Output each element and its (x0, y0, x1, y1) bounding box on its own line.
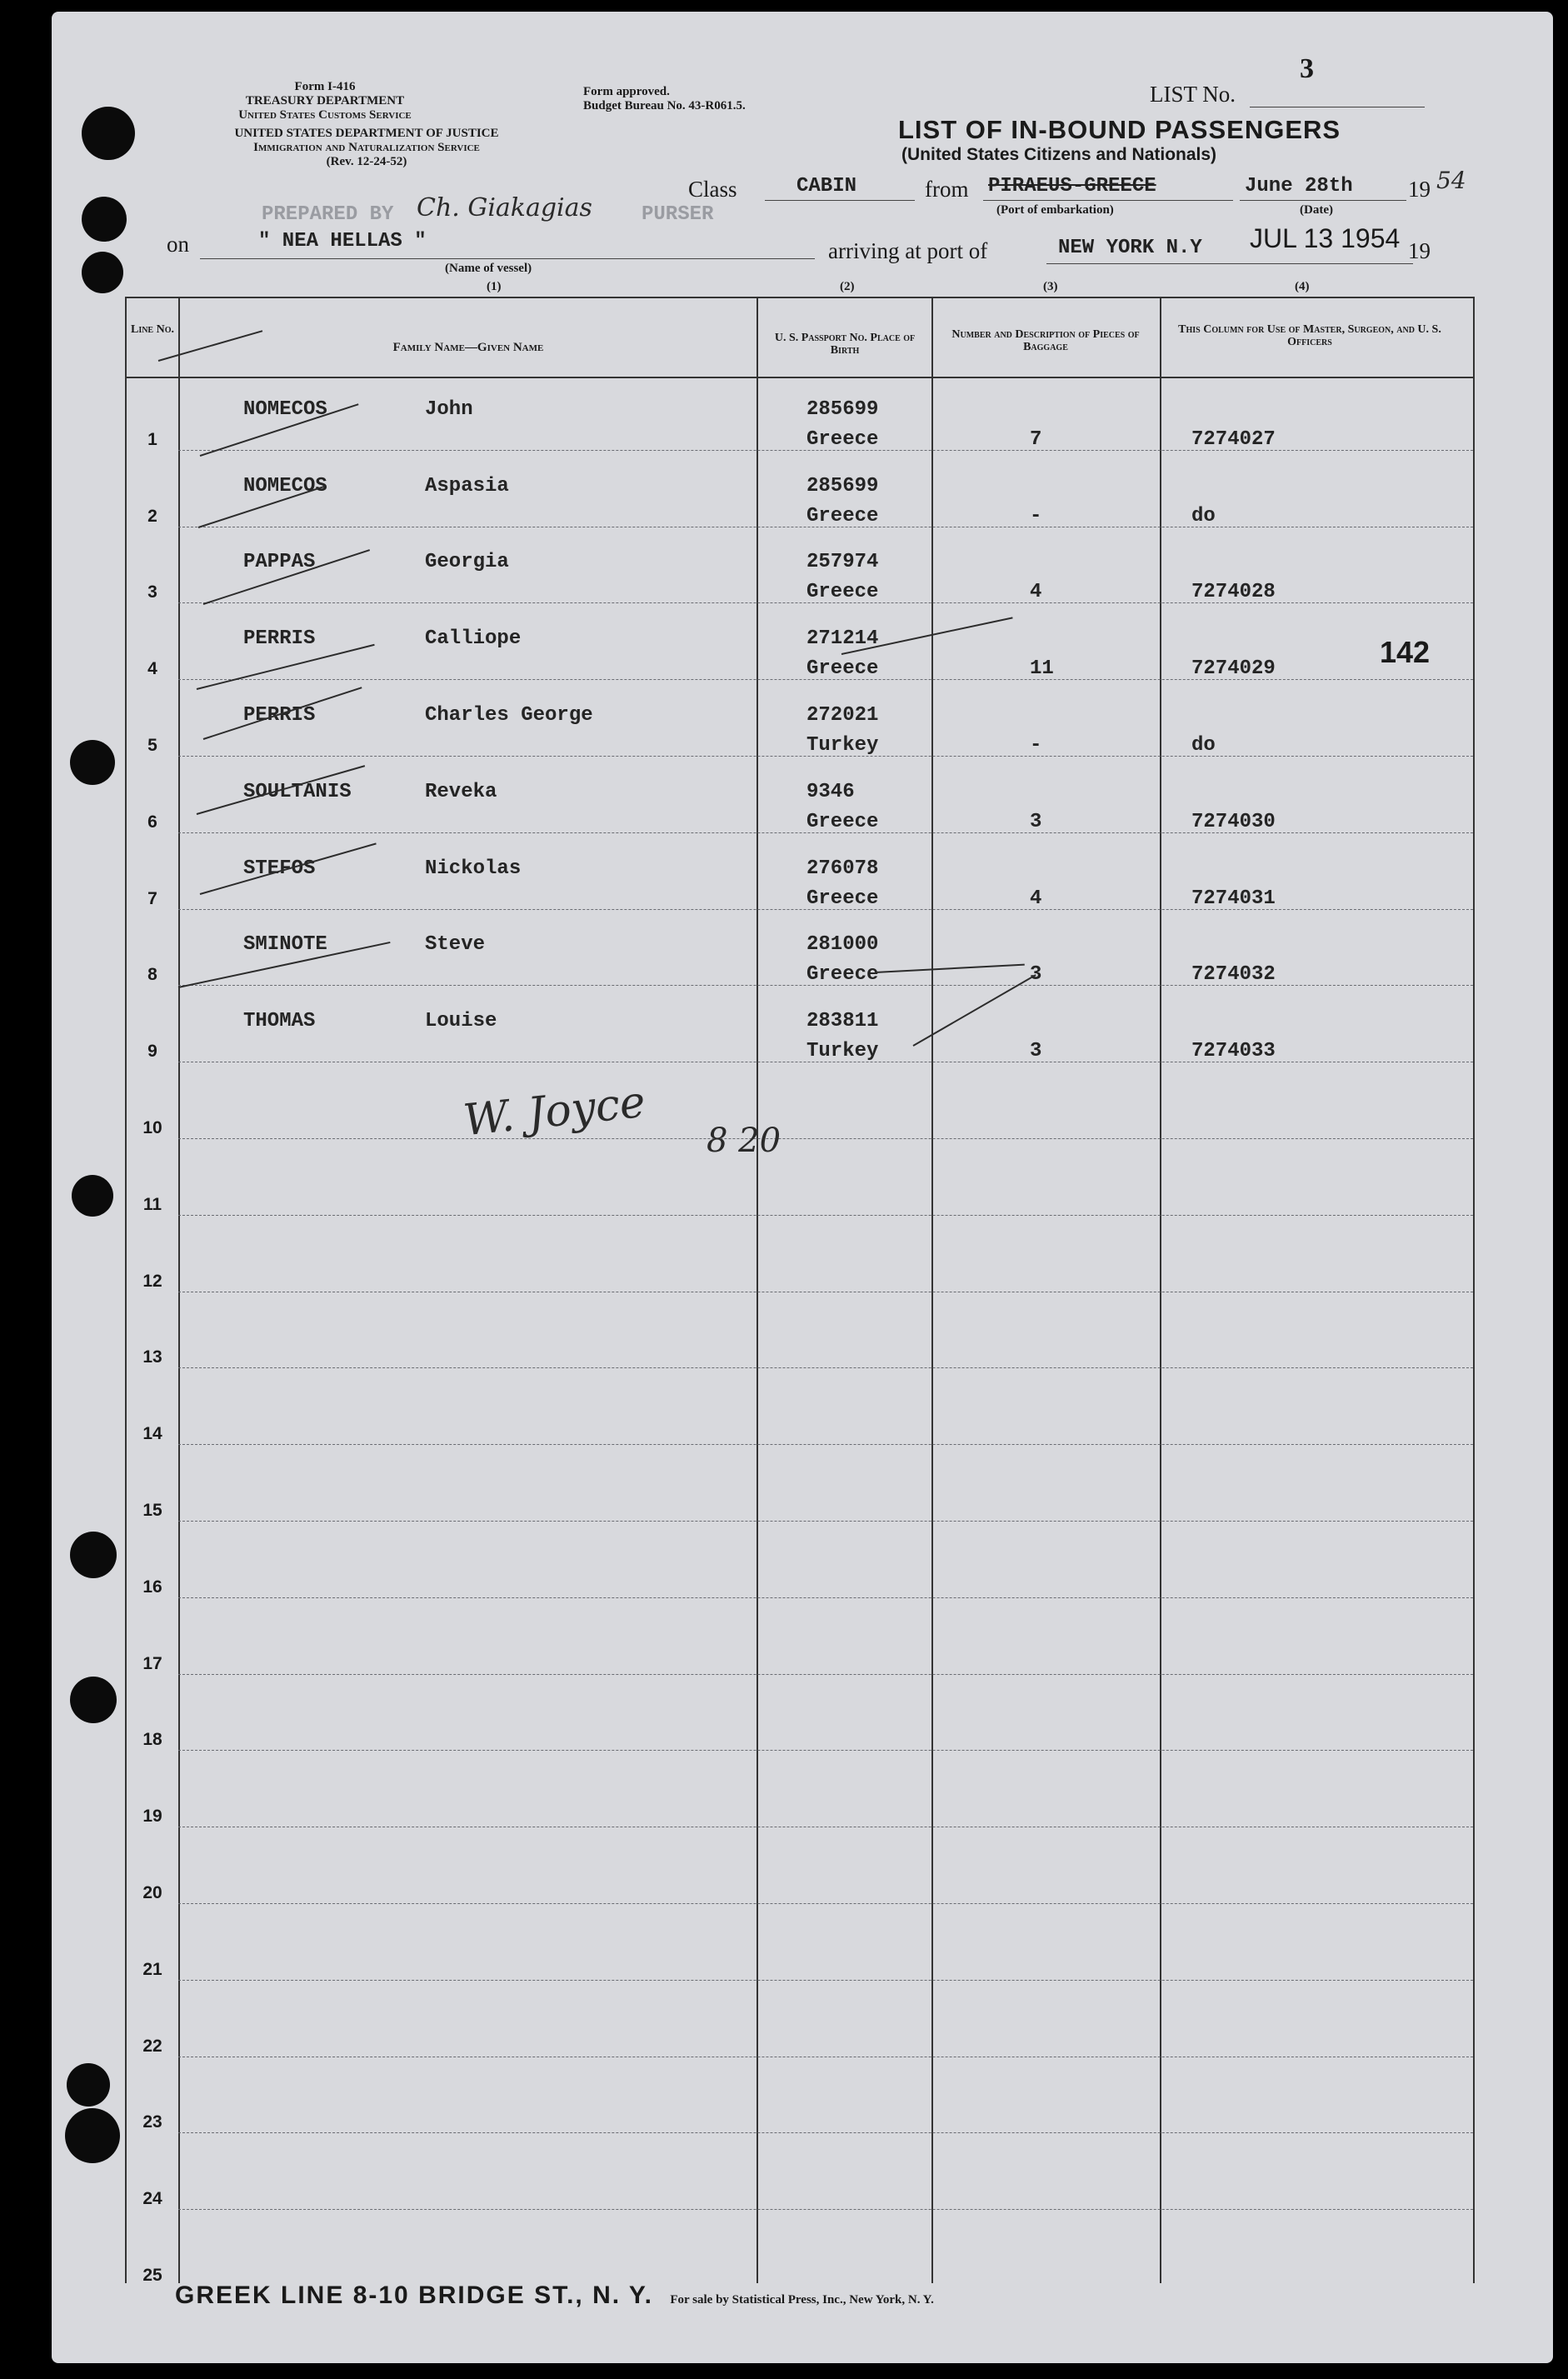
line-number: 17 (142, 1653, 162, 1673)
cell-given: Aspasia (425, 474, 509, 497)
cell-baggage: 4 (1030, 887, 1042, 910)
col-header-name: Family Name—Given Name (392, 341, 544, 354)
cell-baggage: 3 (1030, 963, 1042, 987)
cell-passport: 257974 (806, 551, 879, 574)
cell-family: PERRIS (243, 704, 316, 727)
line-number: 8 (147, 965, 157, 985)
cell-family: NOMECOS (243, 474, 327, 497)
cell-officer: 7274028 (1191, 581, 1276, 604)
from-value: PIRAEUS-GREECE (988, 175, 1156, 197)
prepared-by-signature: Ch. Giakagias (417, 193, 592, 222)
cell-family: THOMAS (243, 1010, 316, 1033)
cell-given: Louise (425, 1010, 497, 1033)
col-num-3: (3) (1043, 280, 1058, 293)
cell-family: SMINOTE (243, 933, 327, 957)
port-embark-caption: (Port of embarkation) (996, 203, 1114, 217)
line-number: 7 (147, 888, 157, 908)
line-number: 22 (142, 2036, 162, 2056)
binder-hole (65, 2108, 120, 2163)
line-number: 2 (147, 506, 157, 526)
row-rule (178, 1750, 1473, 1751)
cell-passport: 285699 (806, 397, 879, 421)
sale-note: For sale by Statistical Press, Inc., New York, N. Y. (670, 2293, 934, 2307)
on-label: on (167, 232, 189, 257)
prepared-by-label: PREPARED BY (262, 203, 394, 226)
row-rule (178, 2132, 1473, 2133)
cell-given: John (425, 397, 473, 421)
line-number: 25 (142, 2266, 162, 2285)
cell-officer: 7274030 (1191, 810, 1276, 833)
col-num-1: (1) (487, 280, 502, 293)
cell-family: PERRIS (243, 627, 316, 651)
class-value: CABIN (796, 175, 857, 197)
line-number: 6 (147, 812, 157, 832)
binder-hole (67, 2063, 110, 2107)
col-header-passport: U. S. Passport No. Place of Birth (774, 332, 916, 357)
line-number: 1 (147, 429, 157, 449)
cell-officer: do (1191, 504, 1216, 527)
cell-passport: 271214 (806, 627, 879, 651)
cell-birth: Greece (806, 810, 879, 833)
cell-baggage: - (1030, 734, 1042, 757)
manifest-title: LIST OF IN-BOUND PASSENGERS (898, 115, 1341, 144)
prepared-by-title: PURSER (642, 203, 714, 226)
cell-given: Steve (425, 933, 486, 957)
arrival-year-prefix: 19 (1408, 238, 1431, 263)
list-no-label: LIST No. (1150, 82, 1236, 107)
line-number: 13 (142, 1347, 162, 1367)
line-number: 18 (142, 1730, 162, 1750)
cell-birth: Greece (806, 887, 879, 910)
printer-footer (175, 2282, 934, 2310)
cell-birth: Greece (806, 504, 879, 527)
cell-passport: 281000 (806, 933, 879, 957)
approval-block (583, 85, 746, 113)
row-rule (178, 1903, 1473, 1904)
line-number: 12 (142, 1271, 162, 1291)
row-rule (178, 1444, 1473, 1445)
cell-birth: Turkey (806, 734, 879, 757)
date-caption: (Date) (1300, 203, 1333, 217)
budget-bureau: Budget Bureau No. 43-R061.5. (583, 99, 746, 112)
cell-officer: 7274029 (1191, 657, 1276, 681)
cell-baggage: 4 (1030, 581, 1042, 604)
arrival-date-stamp: JUL 13 1954 (1250, 223, 1401, 253)
cell-given: Calliope (425, 627, 522, 651)
cell-officer: 7274031 (1191, 887, 1276, 910)
binder-hole (82, 252, 123, 293)
col-header-officers: This Column for Use of Master, Surgeon, and U. S. Officers (1178, 323, 1441, 348)
cell-birth: Greece (806, 581, 879, 604)
form-number: Form I-416 (294, 80, 356, 93)
ins-service: Immigration and Naturalization Service (253, 141, 480, 154)
row-rule (178, 1215, 1473, 1216)
row-rule (178, 1367, 1473, 1368)
cell-given: Georgia (425, 551, 509, 574)
row-rule (178, 1521, 1473, 1522)
cell-birth: Greece (806, 963, 879, 987)
justice-dept: UNITED STATES DEPARTMENT OF JUSTICE (234, 127, 499, 140)
arrival-port: NEW YORK N.Y (1058, 237, 1202, 259)
col-header-line-no: Line No. (130, 323, 174, 336)
form-approved: Form approved. (583, 85, 670, 98)
customs-service: United States Customs Service (238, 108, 412, 122)
cell-birth: Greece (806, 657, 879, 681)
embark-date: June 28th (1245, 175, 1353, 197)
cell-passport: 276078 (806, 857, 879, 880)
binder-hole (70, 740, 115, 785)
from-label: from (925, 177, 969, 202)
cell-officer: do (1191, 734, 1216, 757)
year-prefix: 19 (1408, 177, 1431, 202)
vessel-name: " NEA HELLAS " (258, 230, 427, 252)
cell-family: STEFOS (243, 857, 316, 880)
row-rule (178, 1138, 1473, 1139)
cell-baggage: 3 (1030, 1040, 1042, 1063)
line-number: 21 (142, 1959, 162, 1979)
justice-block (175, 127, 558, 169)
treasury-dept: TREASURY DEPARTMENT (245, 94, 405, 107)
col-num-4: (4) (1295, 280, 1310, 293)
vessel-caption: (Name of vessel) (445, 262, 532, 275)
line-number: 16 (142, 1577, 162, 1597)
line-number: 4 (147, 659, 157, 679)
binder-hole (72, 1175, 113, 1217)
line-number: 20 (142, 1883, 162, 1902)
cell-birth: Greece (806, 427, 879, 451)
cell-baggage: 7 (1030, 427, 1042, 451)
year-handwritten: 54 (1436, 167, 1466, 194)
line-number: 14 (142, 1424, 162, 1444)
cell-family: PAPPAS (243, 551, 316, 574)
class-label: Class (688, 177, 737, 202)
manifest-subtitle: (United States Citizens and Nationals) (901, 145, 1217, 164)
cell-passport: 283811 (806, 1010, 879, 1033)
arriving-label: arriving at port of (828, 238, 988, 263)
row-rule (178, 1674, 1473, 1675)
line-number: 10 (142, 1118, 162, 1137)
cell-passport: 285699 (806, 474, 879, 497)
printer-line: GREEK LINE 8-10 BRIDGE ST., N. Y. (175, 2282, 653, 2309)
line-number: 9 (147, 1042, 157, 1062)
cell-given: Reveka (425, 780, 497, 803)
inspection-time: 8 20 (707, 1122, 782, 1160)
line-number: 5 (147, 736, 157, 755)
row-rule (178, 1980, 1473, 1981)
row-rule (178, 1597, 1473, 1598)
form-id-block (183, 80, 467, 122)
cell-officer: 7274032 (1191, 963, 1276, 987)
passenger-count: 142 (1380, 635, 1431, 669)
cell-officer: 7274033 (1191, 1040, 1276, 1063)
list-no-value: 3 (1300, 53, 1314, 84)
line-number: 23 (142, 2112, 162, 2132)
line-number: 15 (142, 1501, 162, 1520)
row-rule (178, 2209, 1473, 2210)
cell-baggage: 11 (1030, 657, 1054, 681)
line-number: 19 (142, 1807, 162, 1827)
cell-given: Nickolas (425, 857, 522, 880)
col-header-baggage: Number and Description of Pieces of Baggage (951, 328, 1140, 353)
binder-hole (70, 1677, 117, 1723)
cell-birth: Turkey (806, 1040, 879, 1063)
binder-hole (82, 107, 135, 160)
cell-given: Charles George (425, 704, 593, 727)
cell-officer: 7274027 (1191, 427, 1276, 451)
line-number: 3 (147, 582, 157, 602)
cell-passport: 9346 (806, 780, 855, 803)
line-number: 24 (142, 2189, 162, 2209)
cell-baggage: 3 (1030, 810, 1042, 833)
col-num-2: (2) (840, 280, 855, 293)
binder-hole (70, 1532, 117, 1578)
inspector-signature: W. Joyce (461, 1077, 648, 1147)
binder-hole (82, 197, 127, 242)
cell-passport: 272021 (806, 704, 879, 727)
form-revision: (Rev. 12-24-52) (326, 155, 407, 168)
cell-baggage: - (1030, 504, 1042, 527)
cell-family: SOULTANIS (243, 780, 352, 803)
line-number: 11 (142, 1194, 162, 1214)
cell-family: NOMECOS (243, 397, 327, 421)
